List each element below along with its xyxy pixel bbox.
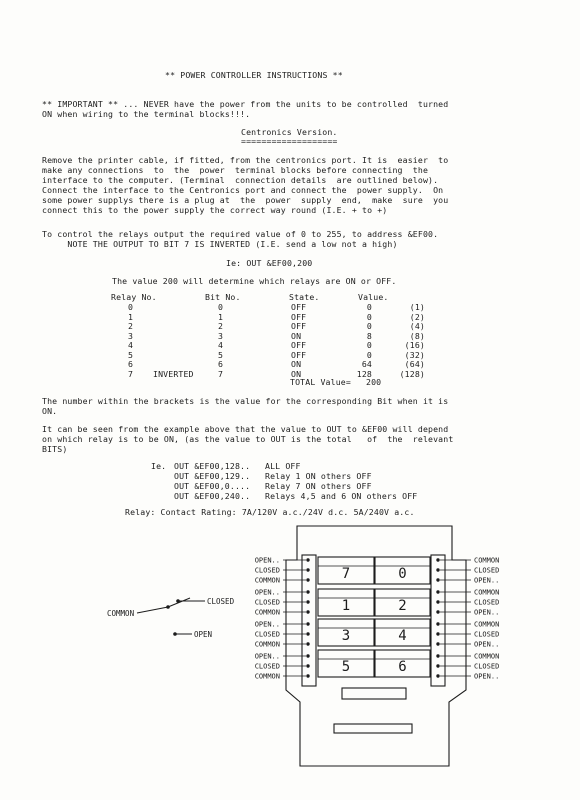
example-desc: Relay 1 ON others OFF bbox=[265, 471, 372, 481]
control-line-1: To control the relays output the required value of 0 to 255, to address &EF00. bbox=[42, 229, 439, 239]
table-cell-state: ON bbox=[291, 330, 302, 341]
terminal-label: COMMON bbox=[254, 672, 280, 681]
switch-common-label: COMMON bbox=[107, 609, 135, 618]
important-line-2: ON when wiring to the terminal blocks!!!. bbox=[42, 109, 251, 119]
table-cell-state: ON bbox=[291, 368, 302, 379]
switch-open-label: OPEN bbox=[194, 630, 213, 639]
left-terminal-strip bbox=[302, 555, 316, 686]
relay-number: 0 bbox=[398, 566, 407, 582]
relay-box bbox=[318, 650, 374, 677]
terminal-label: COMMON bbox=[474, 620, 500, 629]
terminal-screw bbox=[436, 590, 439, 593]
table-cell-value: 8 bbox=[366, 330, 372, 341]
example-cmd: OUT &EF00,129.. bbox=[174, 471, 251, 481]
terminal-label: COMMON bbox=[254, 576, 280, 585]
terminal-screw bbox=[436, 600, 439, 603]
intro-line-3: interface to the computer. (Terminal connection details are outlined below). bbox=[42, 175, 439, 185]
terminal-label: OPEN.. bbox=[254, 556, 280, 565]
table-cell-value: 0 bbox=[366, 340, 372, 350]
important-line-1: ** IMPORTANT ** ... NEVER have the power from the units to be controlled turned bbox=[42, 99, 449, 109]
terminal-screw bbox=[306, 610, 309, 613]
table-cell-weight: (1) bbox=[409, 302, 425, 312]
relay-number: 7 bbox=[341, 566, 351, 582]
table-cell-bit: 7 bbox=[218, 368, 224, 379]
switch-open-contact bbox=[173, 632, 177, 636]
terminal-screw bbox=[306, 600, 309, 603]
relay-rating: Relay: Contact Rating: 7A/120V a.c./24V d.c. 5A/240V a.c. bbox=[125, 507, 415, 517]
example-note-1: It can be seen from the example above that the value to OUT to &EF00 will depend bbox=[42, 424, 449, 434]
table-cell-weight: (64) bbox=[404, 359, 425, 369]
table-cell-state: OFF bbox=[291, 302, 307, 312]
terminal-label: CLOSED bbox=[474, 566, 500, 575]
table-cell-relay: 4 bbox=[128, 340, 134, 350]
example-desc: Relay 7 ON others OFF bbox=[265, 481, 372, 491]
terminal-screw bbox=[436, 610, 439, 613]
relay-number: 6 bbox=[398, 659, 407, 675]
relay-box bbox=[375, 650, 430, 677]
example-note-2: on which relay is to be ON, (as the value to OUT is the total of the relevant bbox=[42, 434, 454, 444]
terminal-label: OPEN.. bbox=[474, 640, 500, 649]
terminal-screw bbox=[436, 654, 439, 657]
example-desc: Relays 4,5 and 6 ON others OFF bbox=[265, 491, 418, 501]
table-cell-relay: 5 bbox=[128, 349, 134, 360]
terminal-label: COMMON bbox=[254, 608, 280, 617]
terminal-label: CLOSED bbox=[474, 598, 500, 607]
board-outline bbox=[286, 526, 466, 766]
intro-line-2: make any connections to the power terminal blocks before connecting the bbox=[42, 165, 429, 175]
bracket-note-2: ON. bbox=[42, 406, 58, 416]
terminal-screw bbox=[306, 578, 309, 581]
section-heading: Centronics Version. bbox=[241, 127, 338, 137]
relay-box bbox=[375, 557, 430, 584]
table-cell-bit: 5 bbox=[218, 349, 224, 360]
table-cell-relay: 0 bbox=[128, 302, 134, 312]
terminal-label: OPEN.. bbox=[474, 672, 500, 681]
table-cell-weight: (32) bbox=[404, 349, 425, 360]
terminal-screw bbox=[306, 664, 309, 667]
relay-number: 3 bbox=[341, 628, 351, 644]
table-cell-relay: 2 bbox=[128, 321, 134, 331]
table-cell-bit: 0 bbox=[218, 302, 224, 312]
relay-number: 1 bbox=[341, 598, 351, 614]
switch-closed-contact bbox=[176, 599, 180, 603]
total-value: 200 bbox=[366, 377, 382, 387]
slot-lower bbox=[334, 724, 412, 733]
terminal-label: COMMON bbox=[474, 652, 500, 661]
table-cell-bit: 2 bbox=[218, 321, 224, 331]
header-state: State. bbox=[289, 292, 320, 302]
table-cell-weight: (2) bbox=[409, 311, 425, 322]
terminal-screw bbox=[306, 558, 309, 561]
relay-box bbox=[318, 589, 374, 616]
relay-box bbox=[375, 619, 430, 646]
terminal-screw bbox=[436, 642, 439, 645]
table-cell-value: 0 bbox=[366, 349, 372, 360]
intro-line-5: some power supplys there is a plug at the power supply end, make sure you bbox=[42, 195, 449, 205]
example-desc: ALL OFF bbox=[265, 461, 301, 471]
table-cell-value: 128 bbox=[356, 368, 372, 379]
example-cmd: OUT &EF00,128.. bbox=[174, 461, 251, 471]
switch-blade bbox=[168, 598, 190, 607]
relay-number: 2 bbox=[398, 598, 407, 614]
value-note: The value 200 will determine which relays are ON or OFF. bbox=[112, 276, 397, 286]
table-cell-state: OFF bbox=[291, 311, 307, 322]
table-cell-bit: 1 bbox=[218, 311, 224, 322]
header-relay: Relay No. bbox=[111, 292, 157, 302]
table-cell-value: 0 bbox=[366, 311, 372, 322]
terminal-label: COMMON bbox=[254, 640, 280, 649]
header-bit: Bit No. bbox=[205, 292, 241, 302]
terminal-screw bbox=[436, 568, 439, 571]
relay-box bbox=[318, 619, 374, 646]
terminal-label: OPEN.. bbox=[254, 588, 280, 597]
intro-line-1: Remove the printer cable, if fitted, from the centronics port. It is easier to bbox=[42, 155, 449, 165]
table-cell-value: 0 bbox=[366, 302, 372, 312]
bracket-note-1: The number within the brackets is the value for the corresponding Bit when it is bbox=[42, 396, 449, 406]
terminal-label: COMMON bbox=[474, 556, 500, 565]
table-cell-state: OFF bbox=[291, 321, 307, 331]
terminal-screw bbox=[306, 622, 309, 625]
terminal-screw bbox=[306, 674, 309, 677]
terminal-screw bbox=[436, 632, 439, 635]
table-cell-relay: 1 bbox=[128, 311, 134, 322]
table-cell-value: 64 bbox=[361, 359, 372, 369]
example-note-3: BITS) bbox=[42, 444, 68, 454]
intro-line-4: Connect the interface to the Centronics port and connect the power supply. On bbox=[42, 185, 444, 195]
section-rule: =================== bbox=[241, 136, 338, 146]
terminal-screw bbox=[306, 590, 309, 593]
terminal-label: OPEN.. bbox=[254, 620, 280, 629]
terminal-label: OPEN.. bbox=[474, 608, 500, 617]
terminal-screw bbox=[306, 632, 309, 635]
table-cell-bit: 4 bbox=[218, 340, 224, 350]
total-label: TOTAL Value= bbox=[290, 377, 351, 387]
terminal-label: CLOSED bbox=[254, 598, 280, 607]
terminal-label: CLOSED bbox=[254, 566, 280, 575]
relay-box bbox=[318, 557, 374, 584]
table-cell-bit: 3 bbox=[218, 330, 224, 341]
terminal-screw bbox=[306, 568, 309, 571]
terminal-screw bbox=[436, 674, 439, 677]
switch-pivot bbox=[166, 605, 170, 609]
terminal-label: COMMON bbox=[474, 588, 500, 597]
control-line-2: NOTE THE OUTPUT TO BIT 7 IS INVERTED (I.E. send a low not a high) bbox=[42, 239, 398, 249]
table-cell-weight: (16) bbox=[404, 340, 425, 350]
relay-box bbox=[375, 589, 430, 616]
table-cell-note: INVERTED bbox=[153, 368, 194, 379]
header-value: Value. bbox=[358, 292, 389, 302]
terminal-screw bbox=[306, 642, 309, 645]
table-cell-relay: 7 bbox=[128, 368, 134, 379]
terminal-screw bbox=[436, 664, 439, 667]
intro-line-6: connect this to the power supply the correct way round (I.E. + to +) bbox=[42, 205, 388, 215]
table-cell-bit: 6 bbox=[218, 359, 224, 369]
table-cell-relay: 3 bbox=[128, 330, 134, 341]
example-command: Ie: OUT &EF00,200 bbox=[226, 258, 313, 268]
terminal-label: OPEN.. bbox=[474, 576, 500, 585]
right-terminal-strip bbox=[431, 555, 445, 686]
slot-upper bbox=[342, 688, 406, 699]
terminal-screw bbox=[436, 558, 439, 561]
relay-number: 4 bbox=[398, 628, 407, 644]
terminal-label: CLOSED bbox=[474, 662, 500, 671]
terminal-label: CLOSED bbox=[474, 630, 500, 639]
terminal-label: OPEN.. bbox=[254, 652, 280, 661]
table-cell-weight: (8) bbox=[409, 330, 425, 341]
switch-common-line bbox=[137, 607, 168, 613]
table-cell-relay: 6 bbox=[128, 359, 134, 369]
table-cell-state: ON bbox=[291, 359, 302, 369]
table-cell-weight: (4) bbox=[409, 321, 425, 331]
table-cell-weight: (128) bbox=[399, 368, 425, 379]
relay-number: 5 bbox=[341, 659, 351, 675]
terminal-screw bbox=[306, 654, 309, 657]
switch-closed-label: CLOSED bbox=[207, 597, 235, 606]
example-cmd: OUT &EF00,0.... bbox=[174, 481, 251, 491]
terminal-screw bbox=[436, 578, 439, 581]
table-cell-value: 0 bbox=[366, 321, 372, 331]
terminal-label: CLOSED bbox=[254, 630, 280, 639]
terminal-screw bbox=[436, 622, 439, 625]
examples-prefix: Ie. bbox=[151, 461, 167, 471]
table-cell-state: OFF bbox=[291, 340, 307, 350]
example-cmd: OUT &EF00,240.. bbox=[174, 491, 251, 501]
page-title: ** POWER CONTROLLER INSTRUCTIONS ** bbox=[165, 70, 343, 80]
table-cell-state: OFF bbox=[291, 349, 307, 360]
terminal-label: CLOSED bbox=[254, 662, 280, 671]
